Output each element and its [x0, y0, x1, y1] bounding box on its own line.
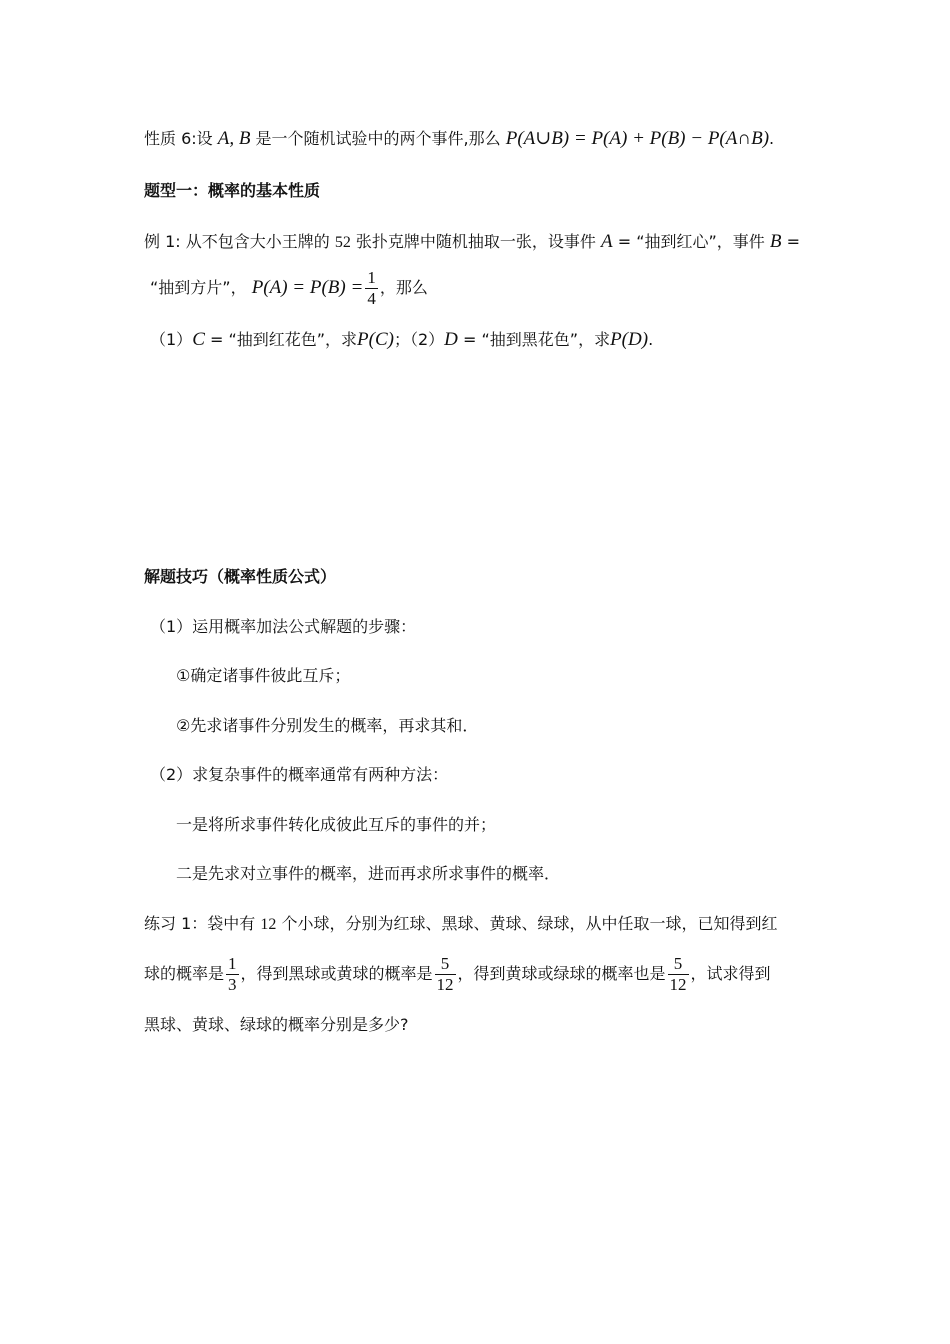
example-1-text-a: 例 1: 从不包含大小王牌的	[144, 232, 335, 251]
question-1-label: （1）	[150, 330, 193, 349]
exercise-1-fraction-red	[226, 954, 239, 995]
tips-item-1-step-b: ②先求诸事件分别发生的概率，再求其和．	[176, 716, 479, 735]
property-6-events: A, B	[217, 128, 251, 149]
example-1-text-c: = “抽到红心”，事件	[612, 232, 770, 251]
example-1-line-2	[150, 268, 428, 309]
example-1-event-a: A	[601, 231, 613, 252]
tips-item-2-method-a: 一是将所求事件转化成彼此互斥的事件的并；	[176, 815, 497, 834]
property-6-end: .	[769, 129, 775, 148]
question-end: .	[648, 330, 654, 349]
tips-item-2: （2）求复杂事件的概率通常有两种方法：	[150, 765, 449, 784]
fraction-yellow-green-numerator: 5	[673, 954, 683, 973]
question-1-probability: P(C)	[357, 329, 394, 350]
question-separator: ；（2）	[393, 330, 445, 349]
fraction-red-denominator: 3	[228, 975, 237, 994]
exercise-1-fraction-black-yellow	[435, 954, 456, 995]
example-1-fraction-numerator: 1	[367, 268, 376, 287]
exercise-1-line-3: 黑球、黄球、绿球的概率分别是多少?	[144, 1015, 409, 1034]
property-6-line	[144, 129, 774, 149]
property-6-middle: 是一个随机试验中的两个事件,那么	[250, 129, 506, 148]
property-6-prefix: 性质 6:设	[144, 129, 218, 148]
example-1-pa-eq-pb: P(A) = P(B) =	[251, 277, 364, 298]
exercise-1-text-d: ，得到黑球或黄球的概率是	[240, 964, 433, 983]
section-title-type-1: 题型一：概率的基本性质	[144, 181, 321, 200]
tips-item-1: （1）运用概率加法公式解题的步骤：	[150, 617, 417, 636]
tips-item-2-method-b: 二是先求对立事件的概率，进而再求所求事件的概率．	[176, 864, 561, 883]
exercise-1-line-2	[144, 954, 771, 995]
exercise-1-text-b: 个小球，分别为红球、黑球、黄球、绿球，从中任取一球，已知得到红	[276, 914, 778, 933]
question-2-event-d: D	[444, 329, 458, 350]
fraction-red-numerator: 1	[228, 954, 237, 973]
tips-item-1-step-a: ①确定诸事件彼此互斥；	[176, 666, 351, 685]
example-1-line-1	[144, 232, 800, 253]
property-6-formula: P(A∪B) = P(A) + P(B) − P(A∩B)	[505, 128, 770, 149]
example-1-card-count: 52	[334, 234, 351, 251]
example-1-text-d: =	[781, 232, 800, 251]
tips-title: 解题技巧（概率性质公式）	[144, 567, 337, 586]
example-1-fraction-denominator: 4	[367, 289, 376, 308]
exercise-1-text-e: ，得到黄球或绿球的概率也是	[457, 964, 666, 983]
question-1-text: = “抽到红花色”，求	[204, 330, 358, 349]
fraction-black-yellow-denominator: 12	[436, 975, 454, 994]
exercise-1-line-1	[144, 914, 777, 935]
example-1-text-e: “抽到方片”，	[150, 278, 247, 297]
question-1-event-c: C	[192, 329, 205, 350]
question-2-text: = “抽到黑花色”，求	[457, 330, 611, 349]
example-1-questions	[150, 330, 653, 350]
exercise-1-fraction-yellow-green	[668, 954, 689, 995]
exercise-1-ball-count: 12	[260, 916, 277, 933]
fraction-yellow-green-denominator: 12	[669, 975, 687, 994]
exercise-1-text-a: 练习 1：袋中有	[144, 914, 261, 933]
example-1-text-f: ，那么	[379, 278, 428, 297]
exercise-1-text-c: 球的概率是	[144, 964, 225, 983]
example-1-fraction	[365, 268, 378, 309]
fraction-black-yellow-numerator: 5	[440, 954, 450, 973]
example-1-event-b: B	[769, 231, 782, 252]
example-1-text-b: 张扑克牌中随机抽取一张，设事件	[350, 232, 602, 251]
question-2-probability: P(D)	[610, 329, 649, 350]
exercise-1-text-f: ，试求得到	[690, 964, 771, 983]
